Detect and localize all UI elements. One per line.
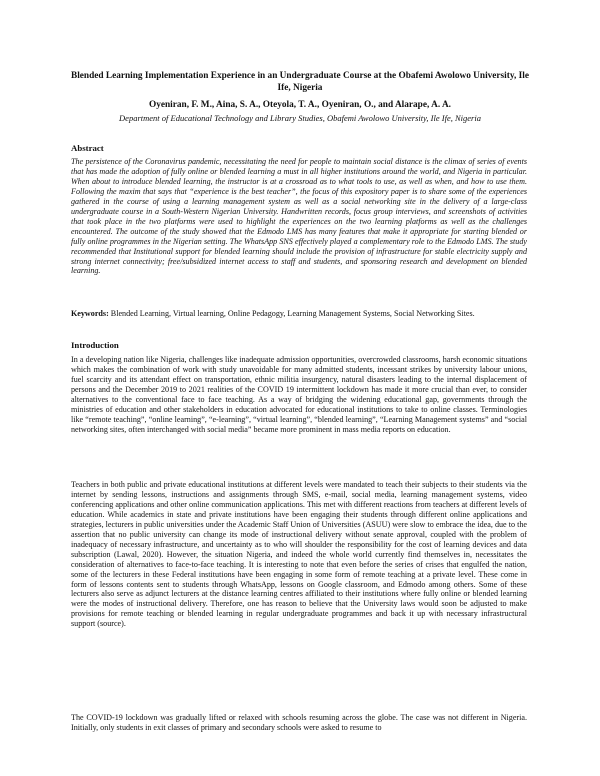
- author-list: Oyeniran, F. M., Aina, S. A., Oteyola, T. A., Oyeniran, O., and Alarape, A. A.: [148, 100, 451, 110]
- introduction-heading: Introduction: [71, 340, 119, 350]
- abstract-body: The persistence of the Coronavirus pandemic, necessitating the need for people to maintain social distance is the climax of series of events that has made the adoption of fully online or blended learning a must in all higher institutions around the world, and Nigeria in particular. When about to introduce blended learning, the instructor is at a crossroad as to what tools to use, as well as when, and how to use them. Following the maxim that says that “experience is the best teacher”, the focus of this expository paper is to share some of the experiences gathered in the course of using a learning management system as well as a social networking site in the delivery of a large-class undergraduate course in a South-Western Nigerian University. Handwritten records, focus group interviews, and screenshots of activities that took place in the two platforms were used to highlight the experiences on the two learning platforms as well as the challenges encountered. The outcome of the study showed that the Edmodo LMS has many features that make it appropriate for starting blended or fully online programmes in the Nigerian setting. The WhatsApp SNS effectively played a complementary role to the Edmodo LMS. The study recommended that Institutional support for blended learning should include the provision of infrastructure for stable electricity supply and strong internet connectivity; free/subsidized internet access to staff and students, and sponsoring research and development on blended learning.: [71, 157, 527, 276]
- affiliation: Department of Educational Technology and Library Studies, Obafemi Awolowo University, Ile Ife, Nigeria: [119, 113, 481, 123]
- keywords-label: Keywords:: [71, 309, 109, 318]
- keywords-list: Blended Learning, Virtual learning, Online Pedagogy, Learning Management Systems, Social Networking Sites.: [110, 309, 475, 318]
- intro-paragraph-1: In a developing nation like Nigeria, challenges like inadequate admission opportunities, overcrowded classrooms, harsh economic situations which makes the combination of work with study unavoidable for many admitted students, incessant strikes by university labour unions, fuel scarcity and its attendant effect on transportation, ethnic militia insurgency, natural disasters leading to the internal displacement of persons and the December 2019 to 2021 realities of the COVID 19 intermittent lockdown has made it more crucial than ever, to consider alternatives to the conventional face to face teaching. As a way of bridging the widening educational gap, governments through the ministries of education and other stakeholders in education advocated for educational institutions to take to online classes. Terminologies like “remote teaching”, “online learning”, “e-learning”, “virtual learning”, “blended learning”, “Learning Management systems” and “social networking sites, often interchanged with social media” became more prominent in mass media reports on education.: [71, 355, 527, 434]
- intro-paragraph-2: Teachers in both public and private educational institutions at different levels were mandated to teach their subjects to their students via the internet by sending lessons, instructions and assignments through SMS, e-mail, social media, learning management systems, video conferencing applications and other online communication applications. This met with different reactions from teachers at different levels of education. While academics in state and private institutions have been engaging their students through different online applications and strategies, lecturers in public universities under the Academic Staff Union of Universities (ASUU) were slow to embrace the idea, due to the assertion that no public university can change its mode of instructional delivery without senate approval, coupled with the problem of inadequacy of necessary infrastructure, and uncertainty as to who will shoulder the responsibility for the cost of learning devices and data subscription (Lawal, 2020). However, the situation Nigeria, and indeed the whole world currently find themselves in, necessitates the consideration of alternatives to face-to-face teaching. It is interesting to note that even before the series of crises that engulfed the nation, some of the lecturers in these Federal institutions have been engaging in some form of remote teaching at a private level. These come in form of lessons contents sent to students through WhatsApp, lessons on Google classroom, and Edmodo among others. Some of these lecturers also serve as adjunct lecturers at the distance learning centres affiliated to their institutions where fully online or blended learning were the modes of instructional delivery. Therefore, one has reason to believe that the University laws would soon be adjusted to make provisions for remote teaching or blended learning in regular undergraduate programmes and back it up with necessary infrastructural support (source).: [71, 480, 527, 629]
- paper-title: Blended Learning Implementation Experience in an Undergraduate Course at the Obafemi Awolowo University, Ile Ife, Nigeria: [71, 71, 529, 93]
- intro-paragraph-3: The COVID-19 lockdown was gradually lifted or relaxed with schools resuming across the globe. The case was not different in Nigeria. Initially, only students in exit classes of primary and secondary schools were asked to resume to: [71, 713, 527, 732]
- abstract-heading: Abstract: [71, 143, 104, 153]
- keywords: [71, 309, 527, 319]
